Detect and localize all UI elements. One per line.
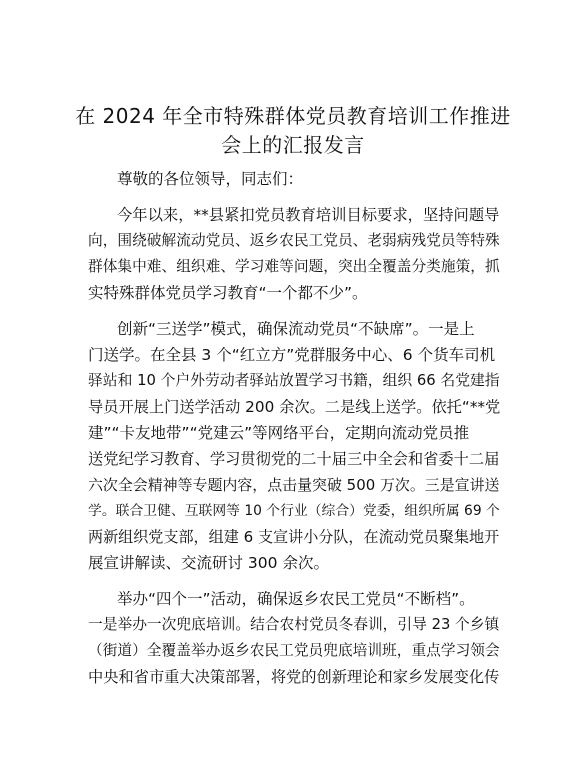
paragraph-1-line-3: 群体集中难、组织难、学习难等问题，突出全覆盖分类施策，抓 — [88, 258, 500, 275]
paragraph-2-line-6: 送党纪学习教育、学习贯彻党的二十届三中全会和省委十二届 — [88, 450, 500, 468]
paragraph-2-line-1: 创新“三送学”模式，确保流动党员“不缺席”。一是上 — [117, 320, 475, 338]
paragraph-2-line-8: 学。联合卫健、互联网等 10 个行业（综合）党委，组织所属 69 个 — [88, 503, 500, 519]
paragraph-2-line-3: 驿站和 10 个户外劳动者驿站放置学习书籍，组织 66 名党建指 — [88, 372, 500, 389]
salutation: 尊敬的各位领导，同志们： — [117, 170, 304, 188]
paragraph-2-line-5: 建”“卡友地带”“党建云”等网络平台，定期向流动党员推 — [88, 424, 470, 442]
paragraph-1-line-2: 向，围绕破解流动党员、返乡农民工党员、老弱病残党员等特殊 — [88, 232, 500, 249]
paragraph-2-line-9: 两新组织党支部，组建 6 支宣讲小分队，在流动党员聚集地开 — [88, 528, 500, 546]
paragraph-2-line-10: 展宣讲解读、交流研讨 300 余次。 — [88, 554, 329, 572]
paragraph-1-line-4: 实特殊群体党员学习教育“一个都不少”。 — [88, 284, 368, 302]
paragraph-3-line-2: 一是举办一次兜底培训。结合农村党员冬春训，引导 23 个乡镇 — [88, 616, 500, 633]
paragraph-3-line-3: （街道）全覆盖举办返乡农民工党员兜底培训班，重点学习领会 — [88, 642, 500, 659]
paragraph-2-line-2: 门送学。在全县 3 个“红立方”党群服务中心、6 个货车司机 — [88, 346, 496, 364]
paragraph-3-line-4: 中央和省市重大决策部署，将党的创新理论和家乡发展变化传 — [88, 668, 500, 686]
paragraph-2-line-7: 六次全会精神等专题内容，点击量突破 500 万次。三是宣讲送 — [88, 476, 500, 494]
document-title-line-1: 在 2024 年全市特殊群体党员教育培训工作推进 — [75, 104, 511, 128]
paragraph-2-line-4: 导员开展上门送学活动 200 余次。二是线上送学。依托“**党 — [88, 398, 501, 416]
document-title-line-2: 会上的汇报发言 — [221, 133, 365, 157]
paragraph-1-line-1: 今年以来，**县紧扣党员教育培训目标要求，坚持问题导 — [117, 206, 500, 224]
paragraph-3-line-1: 举办“四个一”活动，确保返乡农民工党员“不断档”。 — [117, 590, 475, 608]
